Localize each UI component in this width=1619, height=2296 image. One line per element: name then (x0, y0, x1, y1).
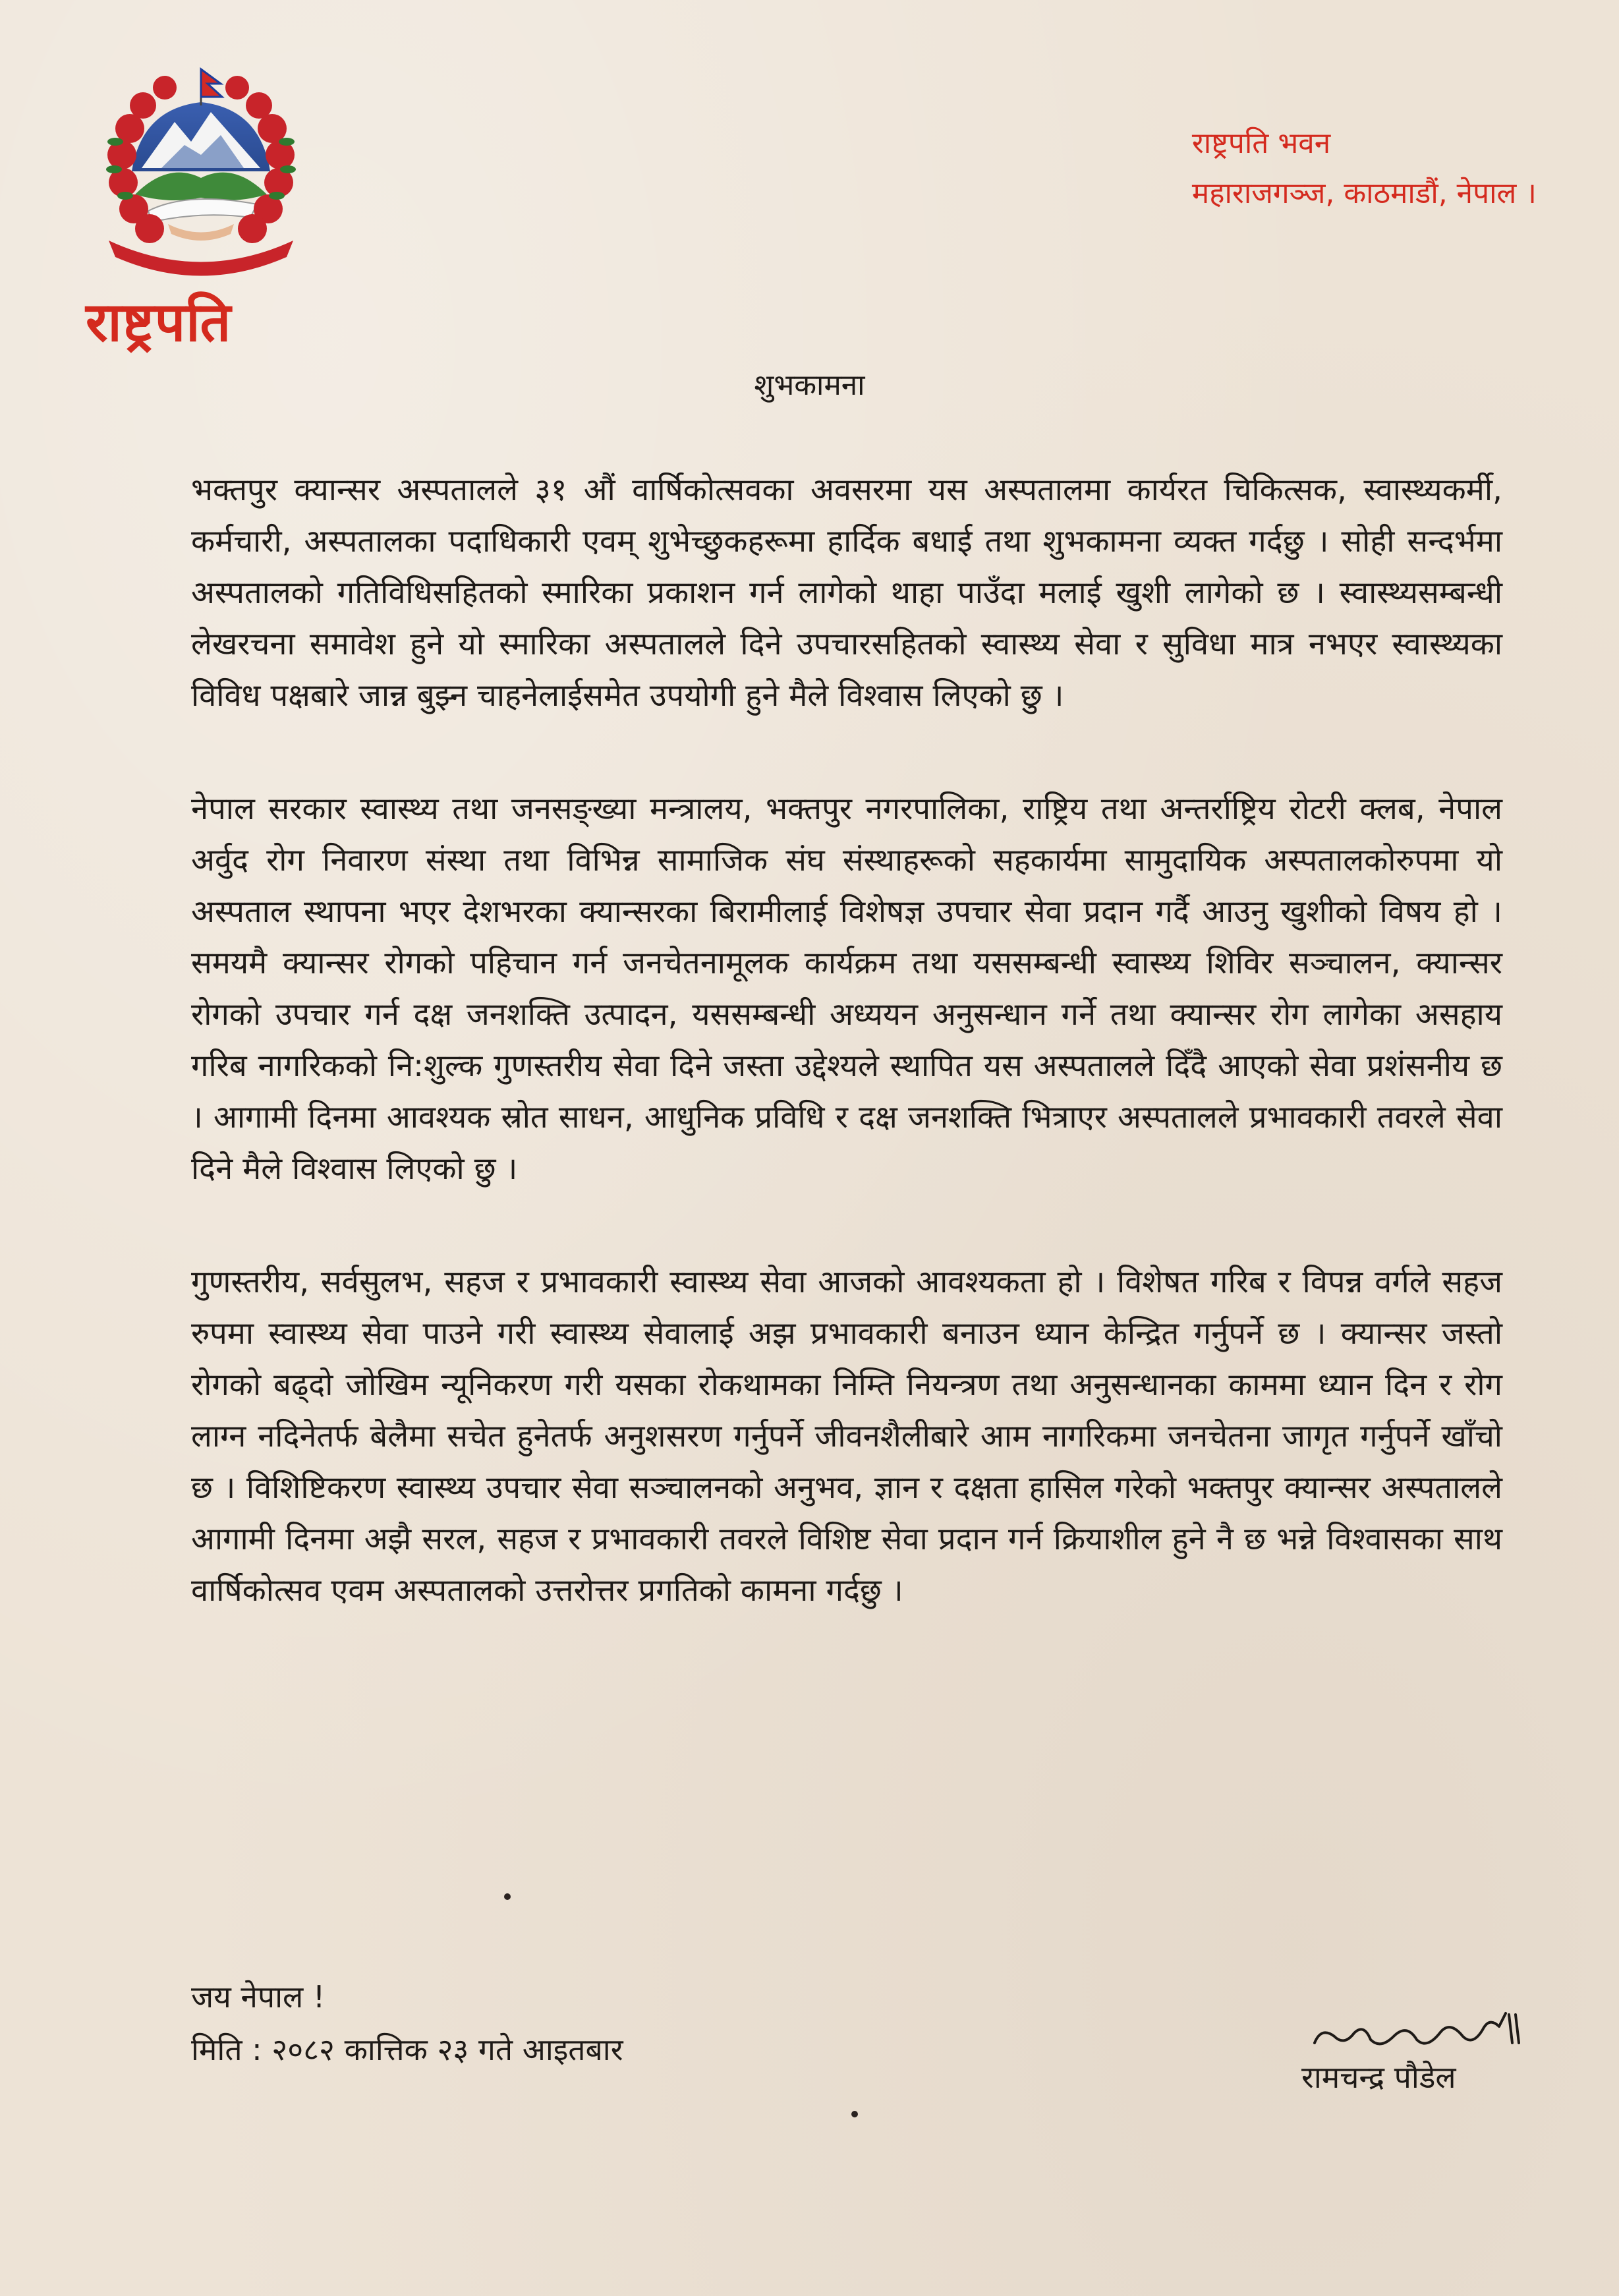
salute: जय नेपाल ! (191, 1979, 326, 2015)
body-paragraph: भक्तपुर क्यान्सर अस्पतालले ३१ औं वार्षिकोत्सवका अवसरमा यस अस्पतालमा कार्यरत चिकित्सक, स्वास्थ्यकर्मी, कर्मचारी, अस्पतालका पदाधिकारी एवम् शुभेच्छुकहरूमा हार्दिक बधाई तथा शुभकामना व्यक्त गर्दछु । सोही सन्दर्भमा अस्पतालको गतिविधिसहितको स्मारिका प्रकाशन गर्न लागेको थाहा पाउँदा मलाई खुशी लागेको छ । स्वास्थ्यसम्बन्धी लेखरचना समावेश हुने यो स्मारिका अस्पतालले दिने उपचारसहितको स्वास्थ्य सेवा र सुविधा मात्र नभएर स्वास्थ्यका विविध पक्षबारे जान्न बुझ्न चाहनेलाईसमेत उपयोगी हुने मैले विश्वास लिएको छु । (191, 472, 1502, 714)
paper-speck (851, 2111, 858, 2117)
address-line-city: महाराजगञ्ज, काठमाडौं, नेपाल । (1191, 177, 1537, 210)
letterhead-address (1192, 119, 1537, 219)
letter-body (191, 465, 1502, 1679)
office-title: राष्ट्रपति (86, 291, 232, 354)
body-paragraph: नेपाल सरकार स्वास्थ्य तथा जनसङ्ख्या मन्त्रालय, भक्तपुर नगरपालिका, राष्ट्रिय तथा अन्तर्राष्ट्रिय रोटरी क्लब, नेपाल अर्वुद रोग निवारण संस्था तथा विभिन्न सामाजिक संघ संस्थाहरूको सहकार्यमा सामुदायिक अस्पतालकोरुपमा यो अस्पताल स्थापना भएर देशभरका क्यान्सरका बिरामीलाई विशेषज्ञ उपचार सेवा प्रदान गर्दै आउनु खुशीको विषय हो । समयमै क्यान्सर रोगको पहिचान गर्न जनचेतनामूलक कार्यक्रम तथा यससम्बन्धी स्वास्थ्य शिविर सञ्चालन, क्यान्सर रोगको उपचार गर्न दक्ष जनशक्ति उत्पादन, यससम्बन्धी अध्ययन अनुसन्धान गर्ने तथा क्यान्सर रोग लागेका असहाय गरिब नागरिकको नि:शुल्क गुणस्तरीय सेवा दिने जस्ता उद्देश्यले स्थापित यस अस्पतालले दिँदै आएको सेवा प्रशंसनीय छ । आगामी दिनमा आवश्यक स्रोत साधन, आधुनिक प्रविधि र दक्ष जनशक्ति भित्राएर अस्पतालले प्रभावकारी तवरले सेवा दिने मैले विश्वास लिएको छु । (191, 791, 1502, 1187)
signature-icon (1308, 2007, 1525, 2059)
letter-date: मिति : २०८२ कात्तिक २३ गते आइतबार (191, 2032, 623, 2067)
nepal-coat-of-arms-icon (69, 56, 333, 280)
paper-speck (504, 1893, 511, 1900)
address-line-building: राष्ट्रपति भवन (1191, 127, 1331, 160)
body-paragraph: गुणस्तरीय, सर्वसुलभ, सहज र प्रभावकारी स्वास्थ्य सेवा आजको आवश्यकता हो । विशेषत गरिब र विपन्न वर्गले सहज रुपमा स्वास्थ्य सेवा पाउने गरी स्वास्थ्य सेवालाई अझ प्रभावकारी बनाउन ध्यान केन्द्रित गर्नुपर्ने छ । क्यान्सर जस्तो रोगको बढ्दो जोखिम न्यूनिकरण गरी यसका रोकथामका निम्ति नियन्त्रण तथा अनुसन्धानका काममा ध्यान दिन र रोग लाग्न नदिनेतर्फ बेलैमा सचेत हुनेतर्फ अनुशसरण गर्नुपर्ने जीवनशैलीबारे आम नागरिकमा जनचेतना जागृत गर्नुपर्ने खाँचो छ । विशिष्टिकरण स्वास्थ्य उपचार सेवा सञ्चालनको अनुभव, ज्ञान र दक्षता हासिल गरेको भक्तपुर क्यान्सर अस्पतालले आगामी दिनमा अझै सरल, सहज र प्रभावकारी तवरले विशिष्ट सेवा प्रदान गर्न क्रियाशील हुने नै छ भन्ने विश्वासका साथ वार्षिकोत्सव एवम अस्पतालको उत्तरोत्तर प्रगतिको कामना गर्दछु । (191, 1264, 1502, 1609)
letter-heading: शुभकामना (754, 368, 865, 402)
letter-closing (191, 1970, 623, 2076)
signatory-name: रामचन्द्र पौडेल (1301, 2059, 1456, 2095)
